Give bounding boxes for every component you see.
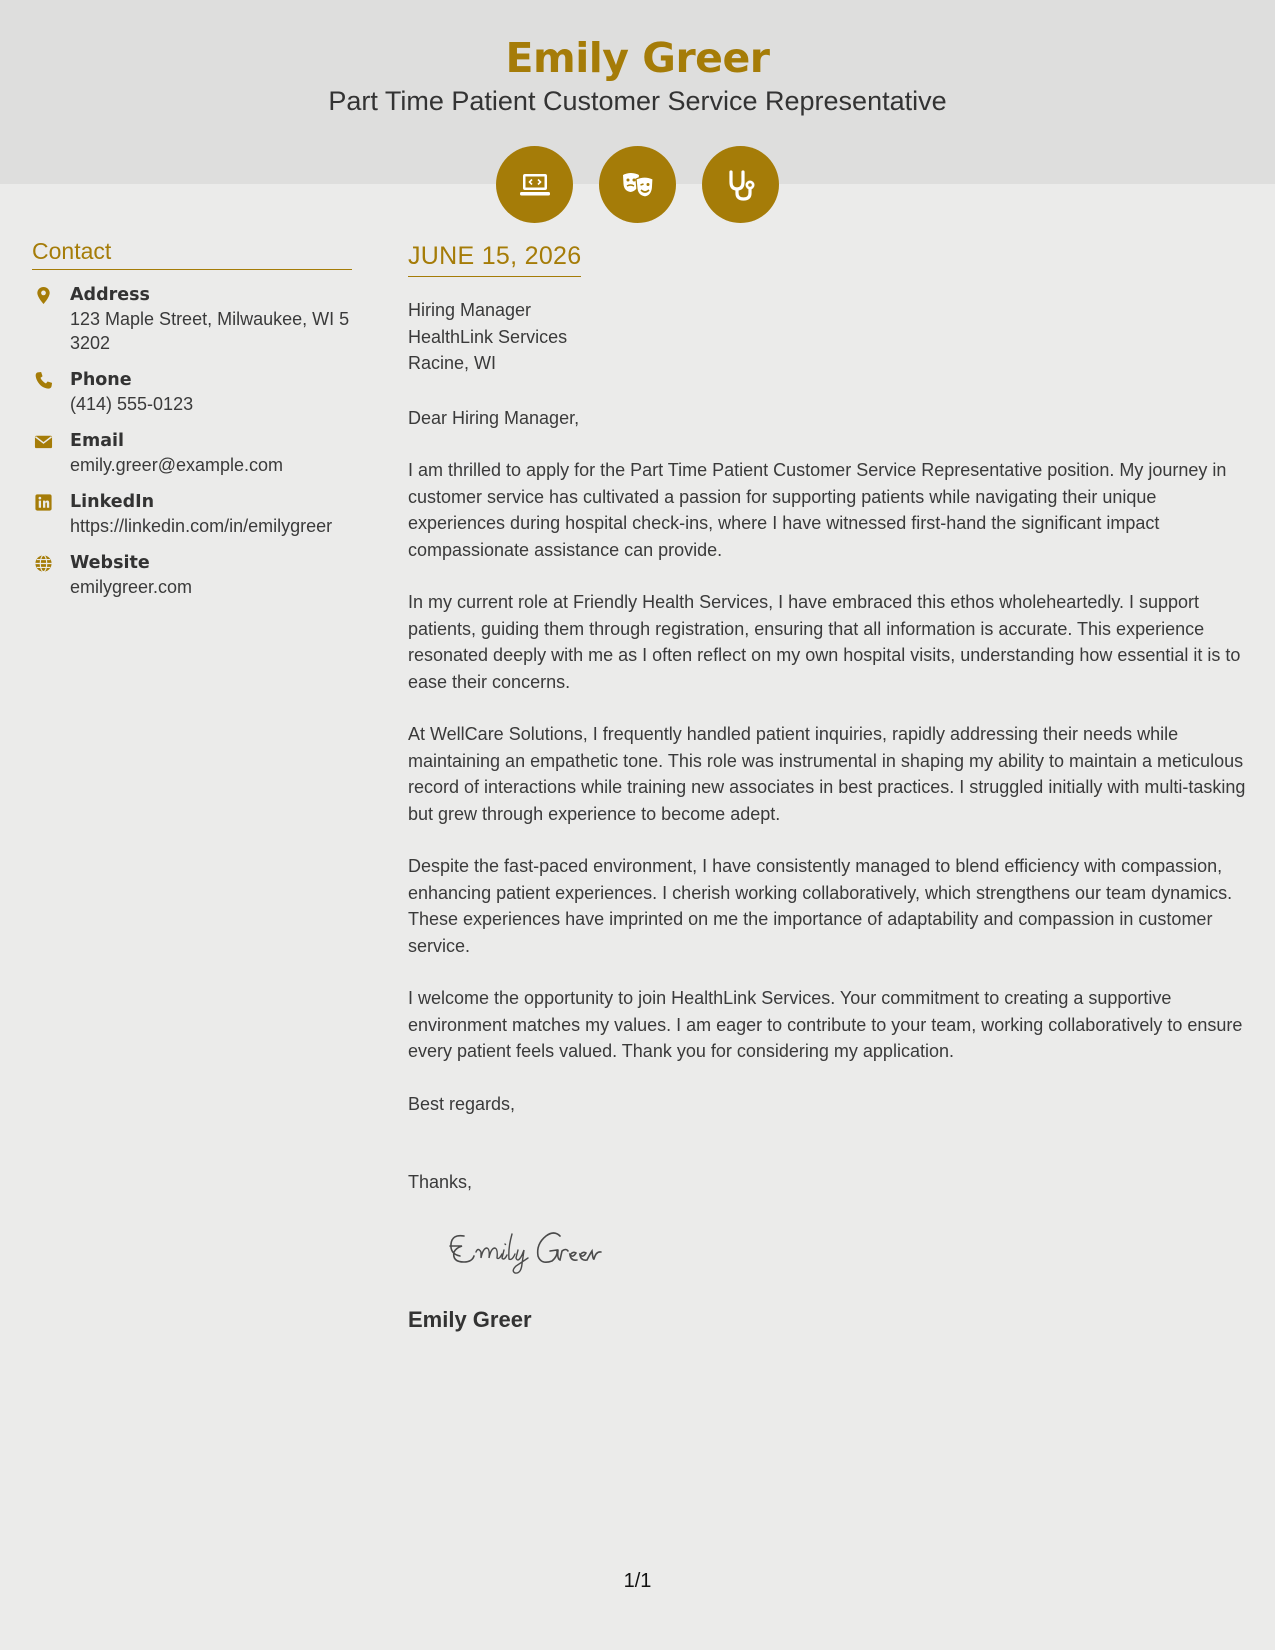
paragraph: I welcome the opportunity to join HealthLink Services. Your commitment to creating a supportive environment matches my values. I am eager to contribute to your team, working collaboratively to ensure every patient feels valued. Thank you for considering my application. (408, 988, 1243, 1061)
contact-phone (32, 368, 352, 416)
contact-sidebar (32, 238, 352, 599)
contact-website (32, 551, 352, 599)
website-value[interactable]: emilygreer.com (70, 577, 193, 597)
email-value[interactable]: emily.greer@example.com (70, 455, 284, 475)
linkedin-label: LinkedIn (70, 492, 155, 512)
stethoscope-icon (702, 146, 779, 223)
address-value: 123 Maple Street, Milwaukee, WI 53202 (70, 309, 350, 353)
recipient-line: Hiring Manager (408, 300, 532, 320)
paragraph: I am thrilled to apply for the Part Time Patient Customer Service Representative position. My journey in customer service has cultivated a passion for supporting patients while navigating their unique experiences during hospital check-ins, where I have witnessed first-hand the significant impact compassionate assistance can provide. (408, 460, 1227, 560)
phone-label: Phone (70, 370, 132, 390)
paragraph: At WellCare Solutions, I frequently handled patient inquiries, rapidly addressing their needs while maintaining an empathetic tone. This role was instrumental in shaping my ability to maintain a meticulous record of interactions while training new associates in best practices. I struggled initially with multi-tasking but grew through experience to become adept. (408, 724, 1246, 824)
phone-icon (34, 371, 53, 390)
website-label: Website (70, 553, 150, 573)
linkedin-icon (34, 493, 53, 512)
envelope-icon (34, 432, 53, 451)
contact-email (32, 429, 352, 477)
job-title: Part Time Patient Customer Service Representative (328, 86, 947, 116)
signer-name: Emily Greer (408, 1307, 532, 1332)
recipient-line: HealthLink Services (408, 326, 568, 347)
globe-icon (34, 554, 53, 573)
paragraph: In my current role at Friendly Health Services, I have embraced this ethos wholeheartedly. I support patients, guiding them through registration, ensuring that all information is accurate. This experience resonated deeply with me as I often reflect on my own hospital visits, understanding how essential it is to ease their concerns. (408, 592, 1241, 692)
address-label: Address (70, 285, 150, 305)
recipient-block (408, 297, 1248, 377)
handwritten-signature (442, 1218, 642, 1278)
paragraph: Despite the fast-paced environment, I have consistently managed to blend efficiency with compassion, enhancing patient experiences. I cherish working collaboratively, which strengthens our team dynamics. These experiences have imprinted on me the importance of adaptability and compassion in customer service. (408, 856, 1233, 956)
theater-masks-icon (599, 146, 676, 223)
map-pin-icon (34, 286, 53, 305)
contact-linkedin (32, 490, 352, 538)
laptop-code-icon (496, 146, 573, 223)
contact-address (32, 283, 352, 355)
header-icon-row (496, 146, 779, 223)
thanks: Thanks, (408, 1172, 473, 1192)
page-number: 1/1 (623, 1570, 652, 1592)
email-label: Email (70, 431, 124, 451)
linkedin-value[interactable]: https://linkedin.com/in/emilygreer (70, 516, 333, 536)
letter-date: JUNE 15, 2026 (408, 240, 581, 277)
letter-body (408, 240, 1248, 1334)
applicant-name: Emily Greer (505, 34, 770, 82)
phone-value[interactable]: (414) 555-0123 (70, 394, 194, 414)
greeting: Dear Hiring Manager, (408, 407, 580, 428)
closing: Best regards, (408, 1093, 516, 1114)
contact-heading: Contact (32, 238, 352, 270)
recipient-line: Racine, WI (408, 353, 497, 373)
